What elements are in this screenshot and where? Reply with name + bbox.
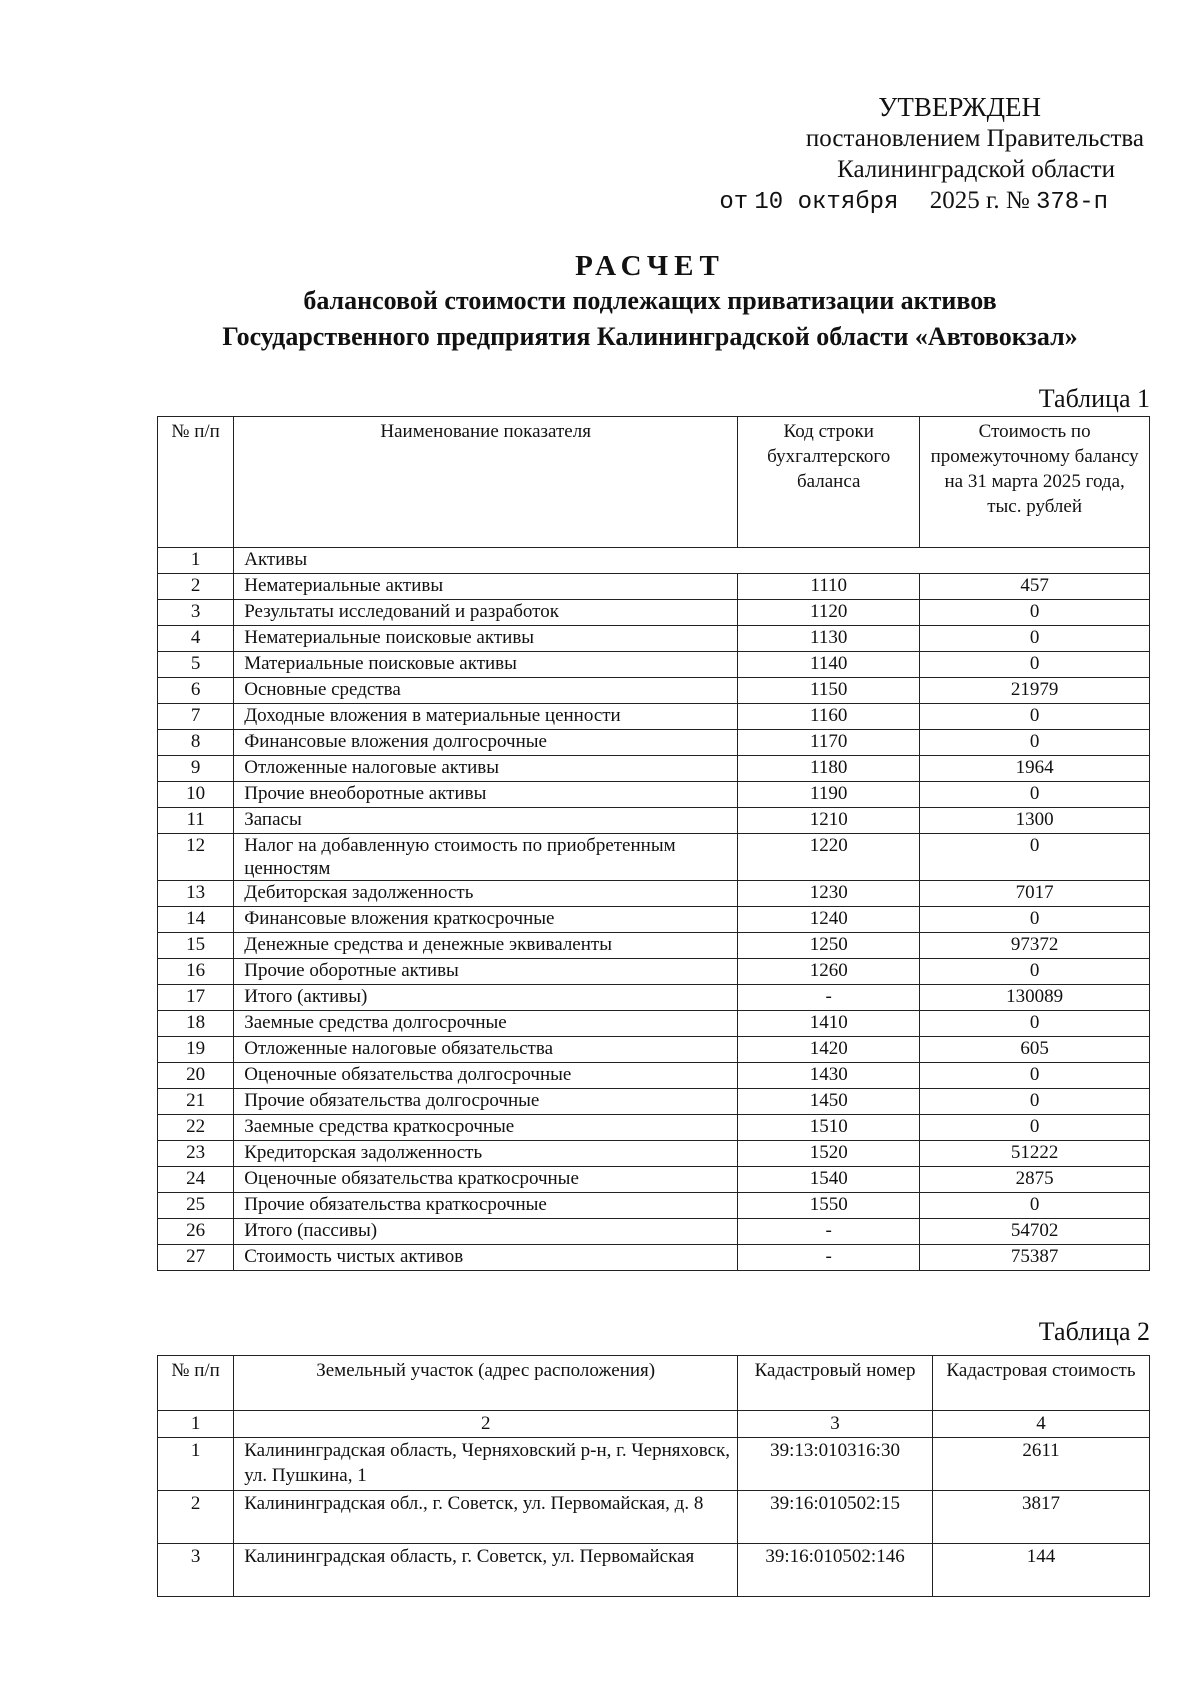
cell-value: 130089 [920,985,1150,1011]
table-row [158,730,1150,756]
table-row [158,834,1150,881]
cell-code: 1160 [738,704,920,730]
cell-name: Нематериальные активы [234,574,738,600]
cell-code: 1260 [738,959,920,985]
cell-code: 1520 [738,1141,920,1167]
cell-num: 12 [158,834,234,881]
cell-name: Заемные средства краткосрочные [234,1115,738,1141]
document-subtitle-1: балансовой стоимости подлежащих приватизации активов [303,286,997,315]
table-row [158,1141,1150,1167]
cell-value: 75387 [920,1245,1150,1271]
cell-num: 26 [158,1219,234,1245]
table1-header-row [158,417,1150,548]
cell-value: 0 [920,1193,1150,1219]
table-row [158,1245,1150,1271]
cell-value: 0 [920,704,1150,730]
cell-num: 21 [158,1089,234,1115]
document-title: РАСЧЕТ [575,250,725,282]
table-row [158,626,1150,652]
cell-cadastral-number: 39:13:010316:30 [738,1438,933,1491]
cell-value: 0 [920,1089,1150,1115]
cell-num: 3 [158,1544,234,1597]
cell-cadastral-number: 39:16:010502:146 [738,1544,933,1597]
cell-name: Прочие оборотные активы [234,959,738,985]
cell-value: 0 [920,907,1150,933]
cell-value: 51222 [920,1141,1150,1167]
cell-value: 0 [920,834,1150,881]
cell-name: Запасы [234,808,738,834]
cell-value: 0 [920,1115,1150,1141]
cell-code: 1510 [738,1115,920,1141]
cell-value: 0 [920,652,1150,678]
cell-name: Прочие обязательства краткосрочные [234,1193,738,1219]
cell-value: 1964 [920,756,1150,782]
cell-num: 1 [158,1438,234,1491]
approval-issuer: постановлением Правительства [805,125,1144,152]
cell-name: Финансовые вложения краткосрочные [234,907,738,933]
cell-num: 9 [158,756,234,782]
header-name: Наименование показателя [234,417,738,548]
header-cadastral-cost: Кадастровая стоимость [932,1356,1149,1411]
cell-num: 23 [158,1141,234,1167]
index-cell: 4 [932,1411,1149,1438]
cell-code: - [738,1219,920,1245]
table-row [158,1491,1150,1544]
cell-value: 605 [920,1037,1150,1063]
cell-cadastral-number: 39:16:010502:15 [738,1491,933,1544]
cell-name: Стоимость чистых активов [234,1245,738,1271]
cell-value: 0 [920,626,1150,652]
header-num: № п/п [158,417,234,548]
cell-code: 1230 [738,881,920,907]
approval-number: 378-п [1035,189,1108,216]
cell-num: 5 [158,652,234,678]
table-row [158,1063,1150,1089]
cell-code: 1540 [738,1167,920,1193]
cell-value: 0 [920,959,1150,985]
table-row [158,1011,1150,1037]
cell-code: 1450 [738,1089,920,1115]
cell-num: 25 [158,1193,234,1219]
cell-address: Калининградская область, г. Советск, ул. Первомайская [234,1544,738,1597]
cell-address: Калининградская обл., г. Советск, ул. Первомайская, д. 8 [234,1491,738,1544]
index-cell: 2 [234,1411,738,1438]
approval-date: 10 октября [754,189,899,216]
table1-caption: Таблица 1 [1038,384,1150,413]
cell-name: Отложенные налоговые обязательства [234,1037,738,1063]
cell-name: Налог на добавленную стоимость по приобретенным ценностям [234,834,738,881]
table-row [158,985,1150,1011]
date-prefix: от [719,189,749,216]
cell-code: 1250 [738,933,920,959]
cell-value: 97372 [920,933,1150,959]
cell-address: Калининградская область, Черняховский р-н, г. Черняховск, ул. Пушкина, 1 [234,1438,738,1491]
table-row [158,1193,1150,1219]
cell-num: 1 [158,548,234,574]
cell-num: 2 [158,574,234,600]
table-row [158,959,1150,985]
cell-name: Прочие внеоборотные активы [234,782,738,808]
table-row [158,1544,1150,1597]
table-row [158,1219,1150,1245]
cell-value: 0 [920,1011,1150,1037]
cell-num: 10 [158,782,234,808]
table-row [158,1167,1150,1193]
table-row [158,756,1150,782]
cell-name: Кредиторская задолженность [234,1141,738,1167]
cell-num: 6 [158,678,234,704]
cell-num: 14 [158,907,234,933]
table-row [158,1438,1150,1491]
cell-code: 1410 [738,1011,920,1037]
cell-code: 1120 [738,600,920,626]
cell-num: 24 [158,1167,234,1193]
land-plots-table [157,1355,1150,1597]
cell-code: - [738,1245,920,1271]
cell-value: 0 [920,1063,1150,1089]
cell-code: 1110 [738,574,920,600]
cell-value: 0 [920,600,1150,626]
cell-name: Финансовые вложения долгосрочные [234,730,738,756]
balance-table [157,416,1150,1271]
cell-num: 17 [158,985,234,1011]
header-code: Код строки бухгалтерского баланса [738,417,920,548]
cell-code: 1420 [738,1037,920,1063]
cell-value: 21979 [920,678,1150,704]
index-cell: 3 [738,1411,933,1438]
table-row [158,1037,1150,1063]
table-row [158,1089,1150,1115]
cell-cadastral-cost: 3817 [932,1491,1149,1544]
cell-code: 1140 [738,652,920,678]
approval-title: УТВЕРЖДЕН [878,92,1041,122]
index-cell: 1 [158,1411,234,1438]
table-row [158,881,1150,907]
table-row [158,652,1150,678]
cell-cadastral-cost: 144 [932,1544,1149,1597]
cell-name: Итого (пассивы) [234,1219,738,1245]
document-subtitle-2: Государственного предприятия Калининградской области «Автовокзал» [222,322,1078,351]
table-row [158,1115,1150,1141]
cell-num: 19 [158,1037,234,1063]
cell-num: 11 [158,808,234,834]
cell-num: 13 [158,881,234,907]
cell-code: 1130 [738,626,920,652]
section-row [158,548,1150,574]
cell-name: Доходные вложения в материальные ценности [234,704,738,730]
cell-code: - [738,985,920,1011]
table-row [158,782,1150,808]
cell-value: 0 [920,782,1150,808]
cell-name: Оценочные обязательства долгосрочные [234,1063,738,1089]
cell-num: 7 [158,704,234,730]
header-num: № п/п [158,1356,234,1411]
cell-value: 0 [920,730,1150,756]
header-address: Земельный участок (адрес расположения) [234,1356,738,1411]
approval-year: 2025 г. № [929,187,1030,214]
cell-code: 1550 [738,1193,920,1219]
cell-name: Нематериальные поисковые активы [234,626,738,652]
cell-num: 22 [158,1115,234,1141]
cell-name: Дебиторская задолженность [234,881,738,907]
cell-name: Результаты исследований и разработок [234,600,738,626]
cell-num: 2 [158,1491,234,1544]
approval-block [628,92,1148,218]
table-row [158,704,1150,730]
cell-num: 4 [158,626,234,652]
cell-num: 20 [158,1063,234,1089]
approval-dateline [628,185,1148,218]
cell-value: 2875 [920,1167,1150,1193]
cell-value: 1300 [920,808,1150,834]
cell-section-name: Активы [234,548,1150,574]
header-cadastral-number: Кадастровый номер [738,1356,933,1411]
cell-value: 54702 [920,1219,1150,1245]
cell-value: 457 [920,574,1150,600]
table-row [158,678,1150,704]
table-row [158,933,1150,959]
cell-name: Денежные средства и денежные эквиваленты [234,933,738,959]
cell-code: 1180 [738,756,920,782]
table2-header-row [158,1356,1150,1411]
cell-code: 1190 [738,782,920,808]
cell-code: 1150 [738,678,920,704]
cell-num: 3 [158,600,234,626]
table-row [158,907,1150,933]
column-index-row [158,1411,1150,1438]
cell-code: 1170 [738,730,920,756]
cell-name: Материальные поисковые активы [234,652,738,678]
cell-cadastral-cost: 2611 [932,1438,1149,1491]
cell-num: 27 [158,1245,234,1271]
cell-value: 7017 [920,881,1150,907]
cell-num: 15 [158,933,234,959]
header-value: Стоимость по промежуточному балансу на 31 марта 2025 года, тыс. рублей [920,417,1150,548]
cell-code: 1210 [738,808,920,834]
cell-num: 18 [158,1011,234,1037]
table-row [158,808,1150,834]
table-row [158,600,1150,626]
cell-code: 1430 [738,1063,920,1089]
cell-name: Отложенные налоговые активы [234,756,738,782]
table2-caption: Таблица 2 [1038,1317,1150,1346]
cell-name: Основные средства [234,678,738,704]
cell-name: Оценочные обязательства краткосрочные [234,1167,738,1193]
cell-num: 8 [158,730,234,756]
cell-code: 1220 [738,834,920,881]
cell-name: Прочие обязательства долгосрочные [234,1089,738,1115]
cell-code: 1240 [738,907,920,933]
cell-name: Заемные средства долгосрочные [234,1011,738,1037]
cell-num: 16 [158,959,234,985]
table-row [158,574,1150,600]
approval-region: Калининградской области [837,156,1115,183]
cell-name: Итого (активы) [234,985,738,1011]
